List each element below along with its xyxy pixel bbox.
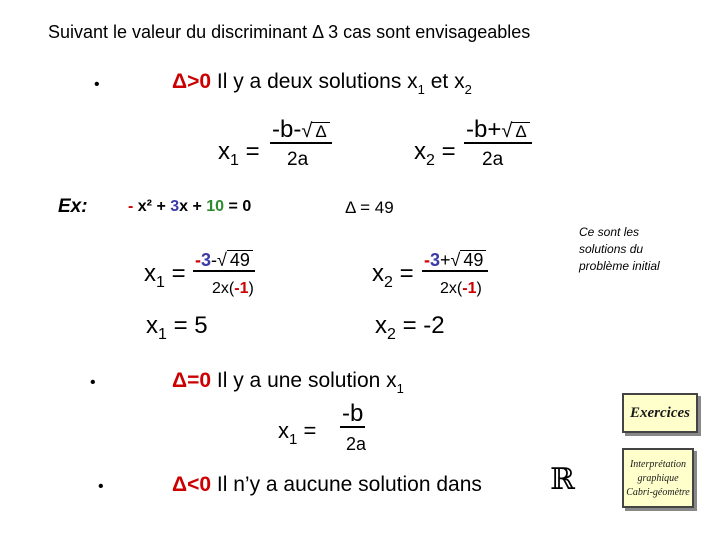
eq-constant-c: 10 xyxy=(206,198,225,215)
case2-x1-denominator: 2a xyxy=(346,434,367,454)
bullet-case2: • xyxy=(90,374,96,391)
example-x1-lhs xyxy=(144,260,186,291)
example-x1-sub: 1 xyxy=(156,274,165,291)
case2-x1-eq: = xyxy=(303,418,317,443)
formula-x1-var: x xyxy=(218,138,230,165)
example-label: Ex: xyxy=(58,196,88,217)
example-x1-radicand: 49 xyxy=(227,250,253,270)
example-x1-denominator xyxy=(212,280,254,298)
formula-x2-eq: = xyxy=(441,138,456,165)
example-x2-den-post: ) xyxy=(476,280,482,297)
eq-x-squared: x² + xyxy=(133,198,171,215)
case1-and: et x xyxy=(424,70,465,93)
case1-sub1: 1 xyxy=(417,82,425,97)
formula-x2-lhs xyxy=(414,138,456,169)
example-x2-minus: - xyxy=(424,250,430,270)
example-x1-result-value: = 5 xyxy=(173,312,208,339)
formula-x2-radicand: Δ xyxy=(512,122,529,141)
example-x1-result-var: x xyxy=(146,312,158,339)
example-x2-var: x xyxy=(372,260,384,287)
eq-minus-sign: - xyxy=(128,198,134,215)
example-x2-denominator xyxy=(440,280,482,298)
case2-x1-fraction xyxy=(340,400,365,428)
example-x2-numerator xyxy=(422,250,488,272)
bullet-case1: • xyxy=(94,76,100,93)
case2-x1-numerator: -b xyxy=(342,400,364,427)
example-x1-den-a: -1 xyxy=(234,280,249,297)
example-x1-minus: - xyxy=(195,250,201,270)
formula-x1-eq: = xyxy=(245,138,260,165)
sqrt-icon: √ xyxy=(217,250,227,270)
case1-sub2: 2 xyxy=(464,82,472,97)
example-x1-op: - xyxy=(211,250,218,270)
example-x2-den-pre: 2x( xyxy=(440,280,463,297)
solutions-note: Ce sont les solutions du problème initial xyxy=(579,225,660,273)
example-x2-result-value: = -2 xyxy=(402,312,445,339)
formula-x2-sub: 2 xyxy=(426,152,435,169)
graphic-interpretation-button[interactable]: Interprétation graphique Cabri-géomètre xyxy=(622,448,694,508)
case2-x1-sub: 1 xyxy=(289,431,298,448)
case2-sub: 1 xyxy=(396,381,404,396)
example-x2-result-sub: 2 xyxy=(387,326,396,343)
example-delta-value: Δ = 49 xyxy=(345,198,394,217)
example-x2-radicand: 49 xyxy=(460,250,486,270)
eq-coefficient-b: 3 xyxy=(170,198,180,215)
example-x2-fraction xyxy=(422,250,488,272)
sqrt-icon: √ xyxy=(301,120,313,142)
example-x2-sub: 2 xyxy=(384,274,393,291)
sqrt-icon: √ xyxy=(450,250,461,270)
sqrt-icon: √ xyxy=(501,120,513,142)
formula-x1-radicand: Δ xyxy=(312,122,329,141)
formula-x1-lhs xyxy=(218,138,260,169)
example-x2-den-a: -1 xyxy=(462,280,477,297)
example-x1-var: x xyxy=(144,260,156,287)
case2-x1-var: x xyxy=(278,418,289,443)
exercices-button[interactable]: Exercices xyxy=(622,393,698,433)
example-x2-result xyxy=(375,312,445,343)
example-x1-b: 3 xyxy=(201,250,212,270)
formula-x1-sub: 1 xyxy=(230,152,239,169)
formula-x1-numerator xyxy=(270,117,332,144)
case1-text: Il y a deux solutions x xyxy=(216,70,418,93)
case3-condition: Δ<0 xyxy=(172,473,212,496)
example-x1-den-pre: 2x( xyxy=(212,280,235,297)
example-x1-result-sub: 1 xyxy=(158,326,167,343)
case3-text: Il n’y a aucune solution dans xyxy=(216,473,482,496)
formula-x2-numerator xyxy=(464,117,532,144)
example-x2-op: + xyxy=(440,250,451,270)
bullet-case3: • xyxy=(98,478,104,495)
case1-condition: Δ>0 xyxy=(172,70,212,93)
page-title: Suivant le valeur du discriminant Δ 3 cas sont envisageables xyxy=(48,22,531,42)
formula-x1-num-pre: -b- xyxy=(272,116,302,143)
example-equation xyxy=(128,198,251,216)
formula-x1-denominator: 2a xyxy=(287,149,309,170)
formula-x2-fraction xyxy=(464,116,532,144)
formula-x1-fraction xyxy=(270,116,332,144)
example-x1-fraction xyxy=(193,250,255,272)
formula-x2-var: x xyxy=(414,138,426,165)
example-x2-result-var: x xyxy=(375,312,387,339)
example-x2-lhs xyxy=(372,260,414,291)
case2-x1-lhs xyxy=(278,418,317,448)
example-x2-eq: = xyxy=(399,260,414,287)
case2-text: Il y a une solution x xyxy=(216,369,397,392)
eq-end: = 0 xyxy=(224,198,252,215)
real-numbers-symbol: ℝ xyxy=(550,462,575,497)
formula-x2-num-pre: -b+ xyxy=(466,116,502,143)
example-x1-numerator xyxy=(193,250,255,272)
example-x1-den-post: ) xyxy=(248,280,254,297)
example-x2-b: 3 xyxy=(430,250,441,270)
case2-heading xyxy=(172,369,404,396)
case1-heading xyxy=(172,70,472,97)
formula-x2-denominator: 2a xyxy=(482,149,504,170)
eq-x-term: x + xyxy=(179,198,207,215)
example-x1-eq: = xyxy=(171,260,186,287)
case2-condition: Δ=0 xyxy=(172,369,212,392)
case3-heading xyxy=(172,473,482,497)
example-x1-result xyxy=(146,312,208,343)
